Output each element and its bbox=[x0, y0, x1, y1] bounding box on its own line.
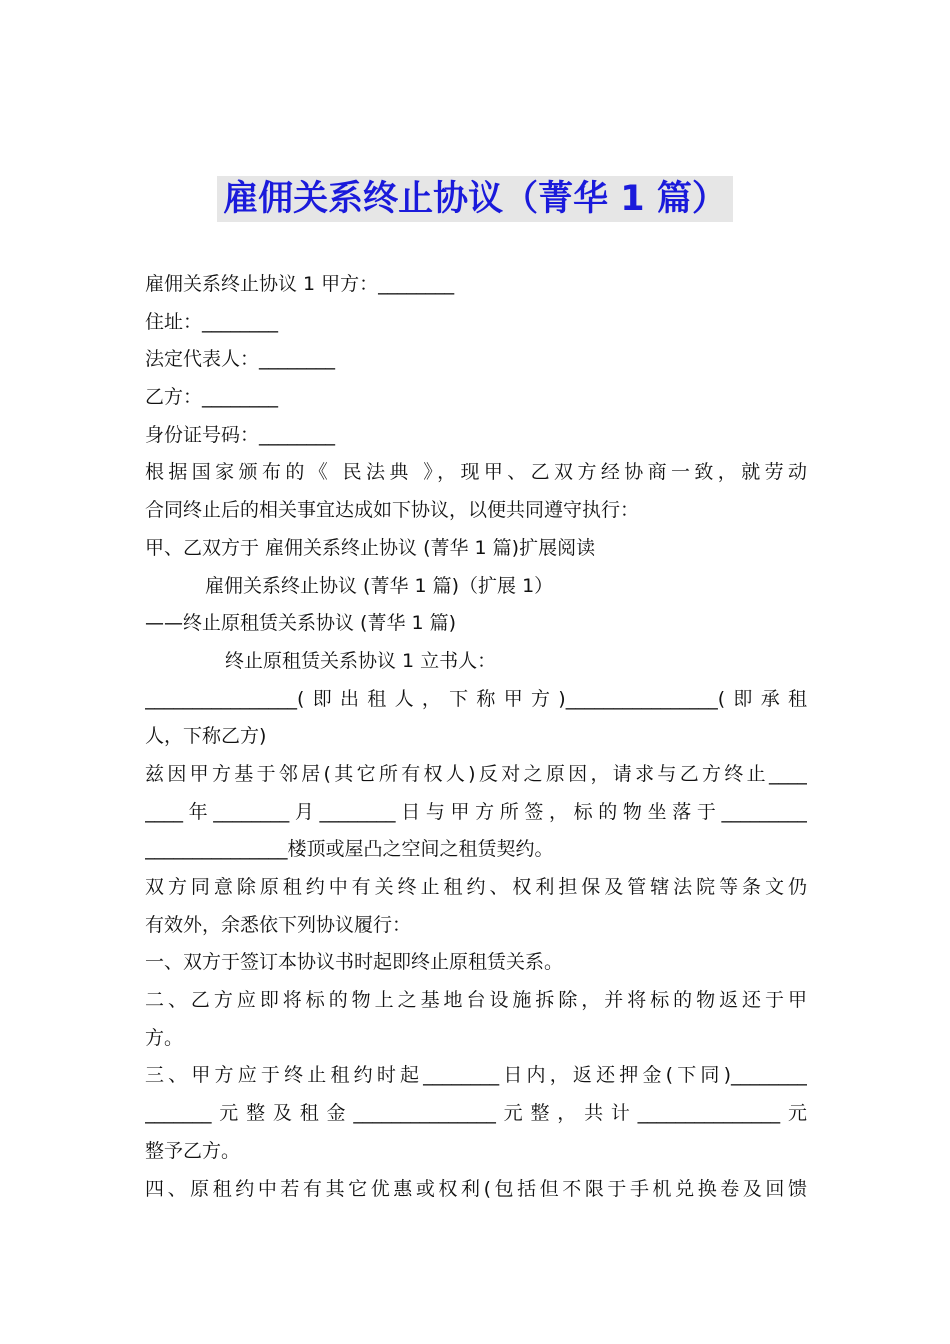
line-signatory: 终止原租赁关系协议 1 立书人： bbox=[225, 649, 497, 672]
line-paragraph-1b: 合同终止后的相关事宜达成如下协议，以便共同遵守执行： bbox=[145, 499, 640, 522]
title-container bbox=[0, 176, 950, 222]
line-id-number: 身份证号码：________ bbox=[145, 423, 336, 446]
document-title: 雇佣关系终止协议（菁华 1 篇） bbox=[217, 176, 733, 222]
line-clause-2a: 二、乙方应即将标的物上之基地台设施拆除，并将标的物返还于甲 bbox=[145, 989, 807, 1012]
line-paragraph-1a: 根据国家颁布的《 民法典 》，现甲、乙双方经协商一致，就劳动 bbox=[145, 461, 807, 484]
line-extension-heading: 雇佣关系终止协议 (菁华 1 篇)（扩展 1） bbox=[205, 574, 554, 597]
line-party-a: 雇佣关系终止协议 1 甲方：________ bbox=[145, 273, 455, 295]
line-lessor-lessee-a: ________________(即出租人，下称甲方)________________(即承租 bbox=[145, 687, 807, 710]
line-clause-3c: 整予乙方。 bbox=[145, 1139, 241, 1162]
document-body bbox=[145, 266, 807, 1208]
line-clause-2b: 方。 bbox=[145, 1026, 184, 1049]
line-address: 住址：________ bbox=[145, 310, 279, 333]
line-lessor-lessee-b: 人，下称乙方) bbox=[145, 725, 267, 748]
line-clause-1: 一、双方于签订本协议书时起即终止原租赁关系。 bbox=[145, 951, 564, 974]
line-clause-3a: 三、甲方应于终止租约时起________日内，返还押金(下同)________ bbox=[145, 1064, 807, 1087]
line-party-b: 乙方：________ bbox=[145, 386, 279, 409]
line-extended-reading: 甲、乙双方于 雇佣关系终止协议 (菁华 1 篇)扩展阅读 bbox=[145, 536, 596, 559]
line-reason-c: _______________楼顶或屋凸之空间之租赁契约。 bbox=[145, 838, 554, 861]
line-sub-title: ——终止原租赁关系协议 (菁华 1 篇) bbox=[145, 612, 457, 635]
line-legal-rep: 法定代表人：________ bbox=[145, 348, 336, 371]
line-agreement-b: 有效外，余悉依下列协议履行： bbox=[145, 913, 412, 936]
line-agreement-a: 双方同意除原租约中有关终止租约、权利担保及管辖法院等条文仍 bbox=[145, 876, 807, 898]
line-reason-b: ____年________月________日与甲方所签，标的物坐落于_________ bbox=[145, 800, 807, 823]
line-clause-4a: 四、原租约中若有其它优惠或权利(包括但不限于手机兑换卷及回馈 bbox=[145, 1177, 807, 1200]
line-reason-a: 兹因甲方基于邻居(其它所有权人)反对之原因，请求与乙方终止____ bbox=[145, 762, 807, 785]
line-clause-3b: _______元整及租金_______________元整，共计_______________元 bbox=[145, 1102, 807, 1125]
